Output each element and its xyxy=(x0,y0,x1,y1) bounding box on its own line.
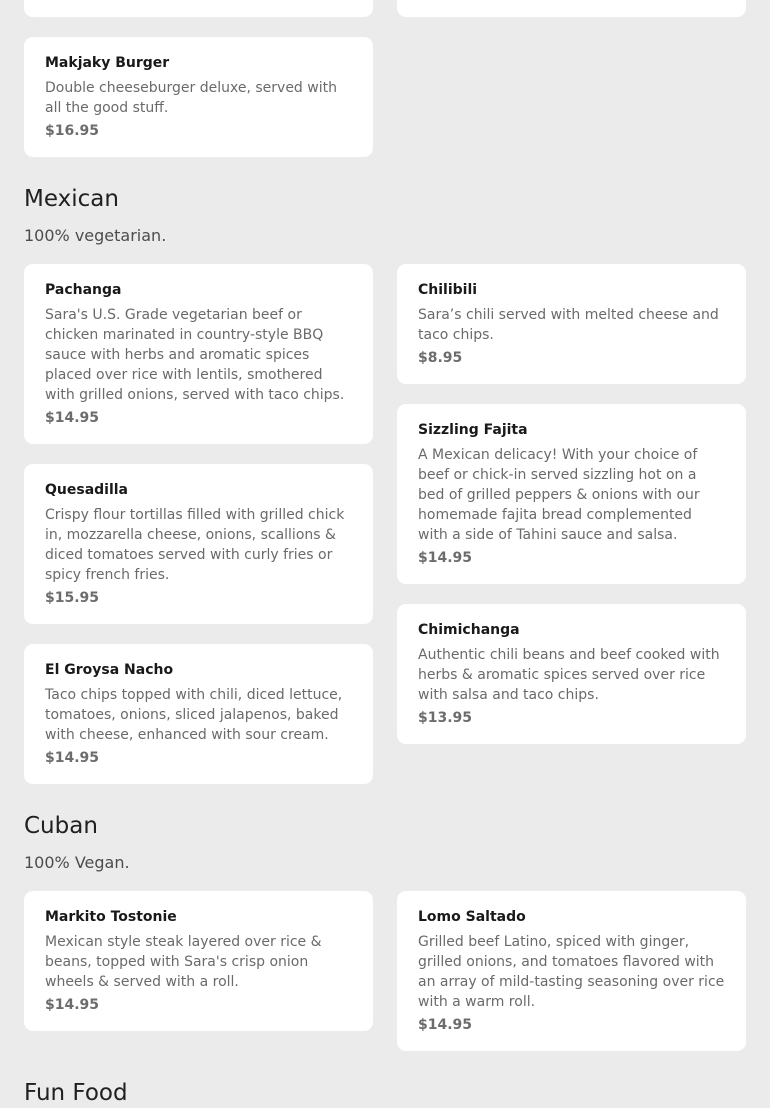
menu-card[interactable] xyxy=(24,891,373,1031)
item-price: $14.95 xyxy=(45,410,100,426)
item-price: $13.95 xyxy=(418,710,473,726)
item-description: Crispy flour tortillas filled with grilled chick in, mozzarella cheese, onions, scallions & diced tomatoes served with curly fries or spicy french fries. xyxy=(45,507,345,583)
section-subtitle: 100% Vegan. xyxy=(24,853,130,872)
item-name: El Groysa Nacho xyxy=(45,662,174,678)
menu-card[interactable] xyxy=(397,264,746,384)
item-price: $14.95 xyxy=(418,1017,473,1033)
section-title: Cuban xyxy=(24,813,98,839)
item-description: Grilled beef Latino, spiced with ginger, grilled onions, and tomatoes flavored with an array of mild-tasting seasoning over rice with a warm roll. xyxy=(418,934,725,1010)
item-name: Pachanga xyxy=(45,282,122,298)
item-price: $8.95 xyxy=(418,350,463,366)
item-price: $15.95 xyxy=(45,590,100,606)
menu-card[interactable] xyxy=(24,464,373,624)
item-description: Taco chips topped with chili, diced lettuce, tomatoes, onions, sliced jalapenos, baked with cheese, enhanced with sour cream. xyxy=(45,687,343,743)
menu-card-partial-left[interactable] xyxy=(24,0,373,17)
menu-card[interactable] xyxy=(24,37,373,157)
menu-card[interactable] xyxy=(397,604,746,744)
section-title: Mexican xyxy=(24,186,119,212)
item-name: Chimichanga xyxy=(418,622,520,638)
item-description: Double cheeseburger deluxe, served with all the good stuff. xyxy=(45,80,337,116)
item-description: Sara’s chili served with melted cheese and taco chips. xyxy=(418,307,719,343)
item-name: Sizzling Fajita xyxy=(418,422,528,438)
item-price: $16.95 xyxy=(45,123,100,139)
section-subtitle: 100% vegetarian. xyxy=(24,226,167,245)
item-name: Quesadilla xyxy=(45,482,129,498)
item-name: Makjaky Burger xyxy=(45,55,170,71)
menu-card[interactable] xyxy=(24,644,373,784)
menu-card[interactable] xyxy=(397,891,746,1051)
item-description: A Mexican delicacy! With your choice of beef or chick-in served sizzling hot on a bed of grilled peppers & onions with our homemade fajita bread complemented with a side of Tahini sauce and salsa. xyxy=(418,447,700,543)
item-name: Markito Tostonie xyxy=(45,909,177,925)
section-title: Fun Food xyxy=(24,1080,128,1106)
menu-card[interactable] xyxy=(397,404,746,584)
item-price: $14.95 xyxy=(418,550,473,566)
item-description: Mexican style steak layered over rice & beans, topped with Sara's crisp onion wheels & served with a roll. xyxy=(45,934,322,990)
item-price: $14.95 xyxy=(45,997,100,1013)
item-name: Lomo Saltado xyxy=(418,909,526,925)
item-description: Sara's U.S. Grade vegetarian beef or chicken marinated in country-style BBQ sauce with herbs and aromatic spices placed over rice with lentils, smothered with grilled onions, served with taco chips. xyxy=(45,307,345,403)
item-name: Chilibili xyxy=(418,282,478,298)
item-price: $14.95 xyxy=(45,750,100,766)
item-description: Authentic chili beans and beef cooked with herbs & aromatic spices served over rice with salsa and taco chips. xyxy=(418,647,720,703)
menu-card-partial-right[interactable] xyxy=(397,0,746,17)
menu-card[interactable] xyxy=(24,264,373,444)
